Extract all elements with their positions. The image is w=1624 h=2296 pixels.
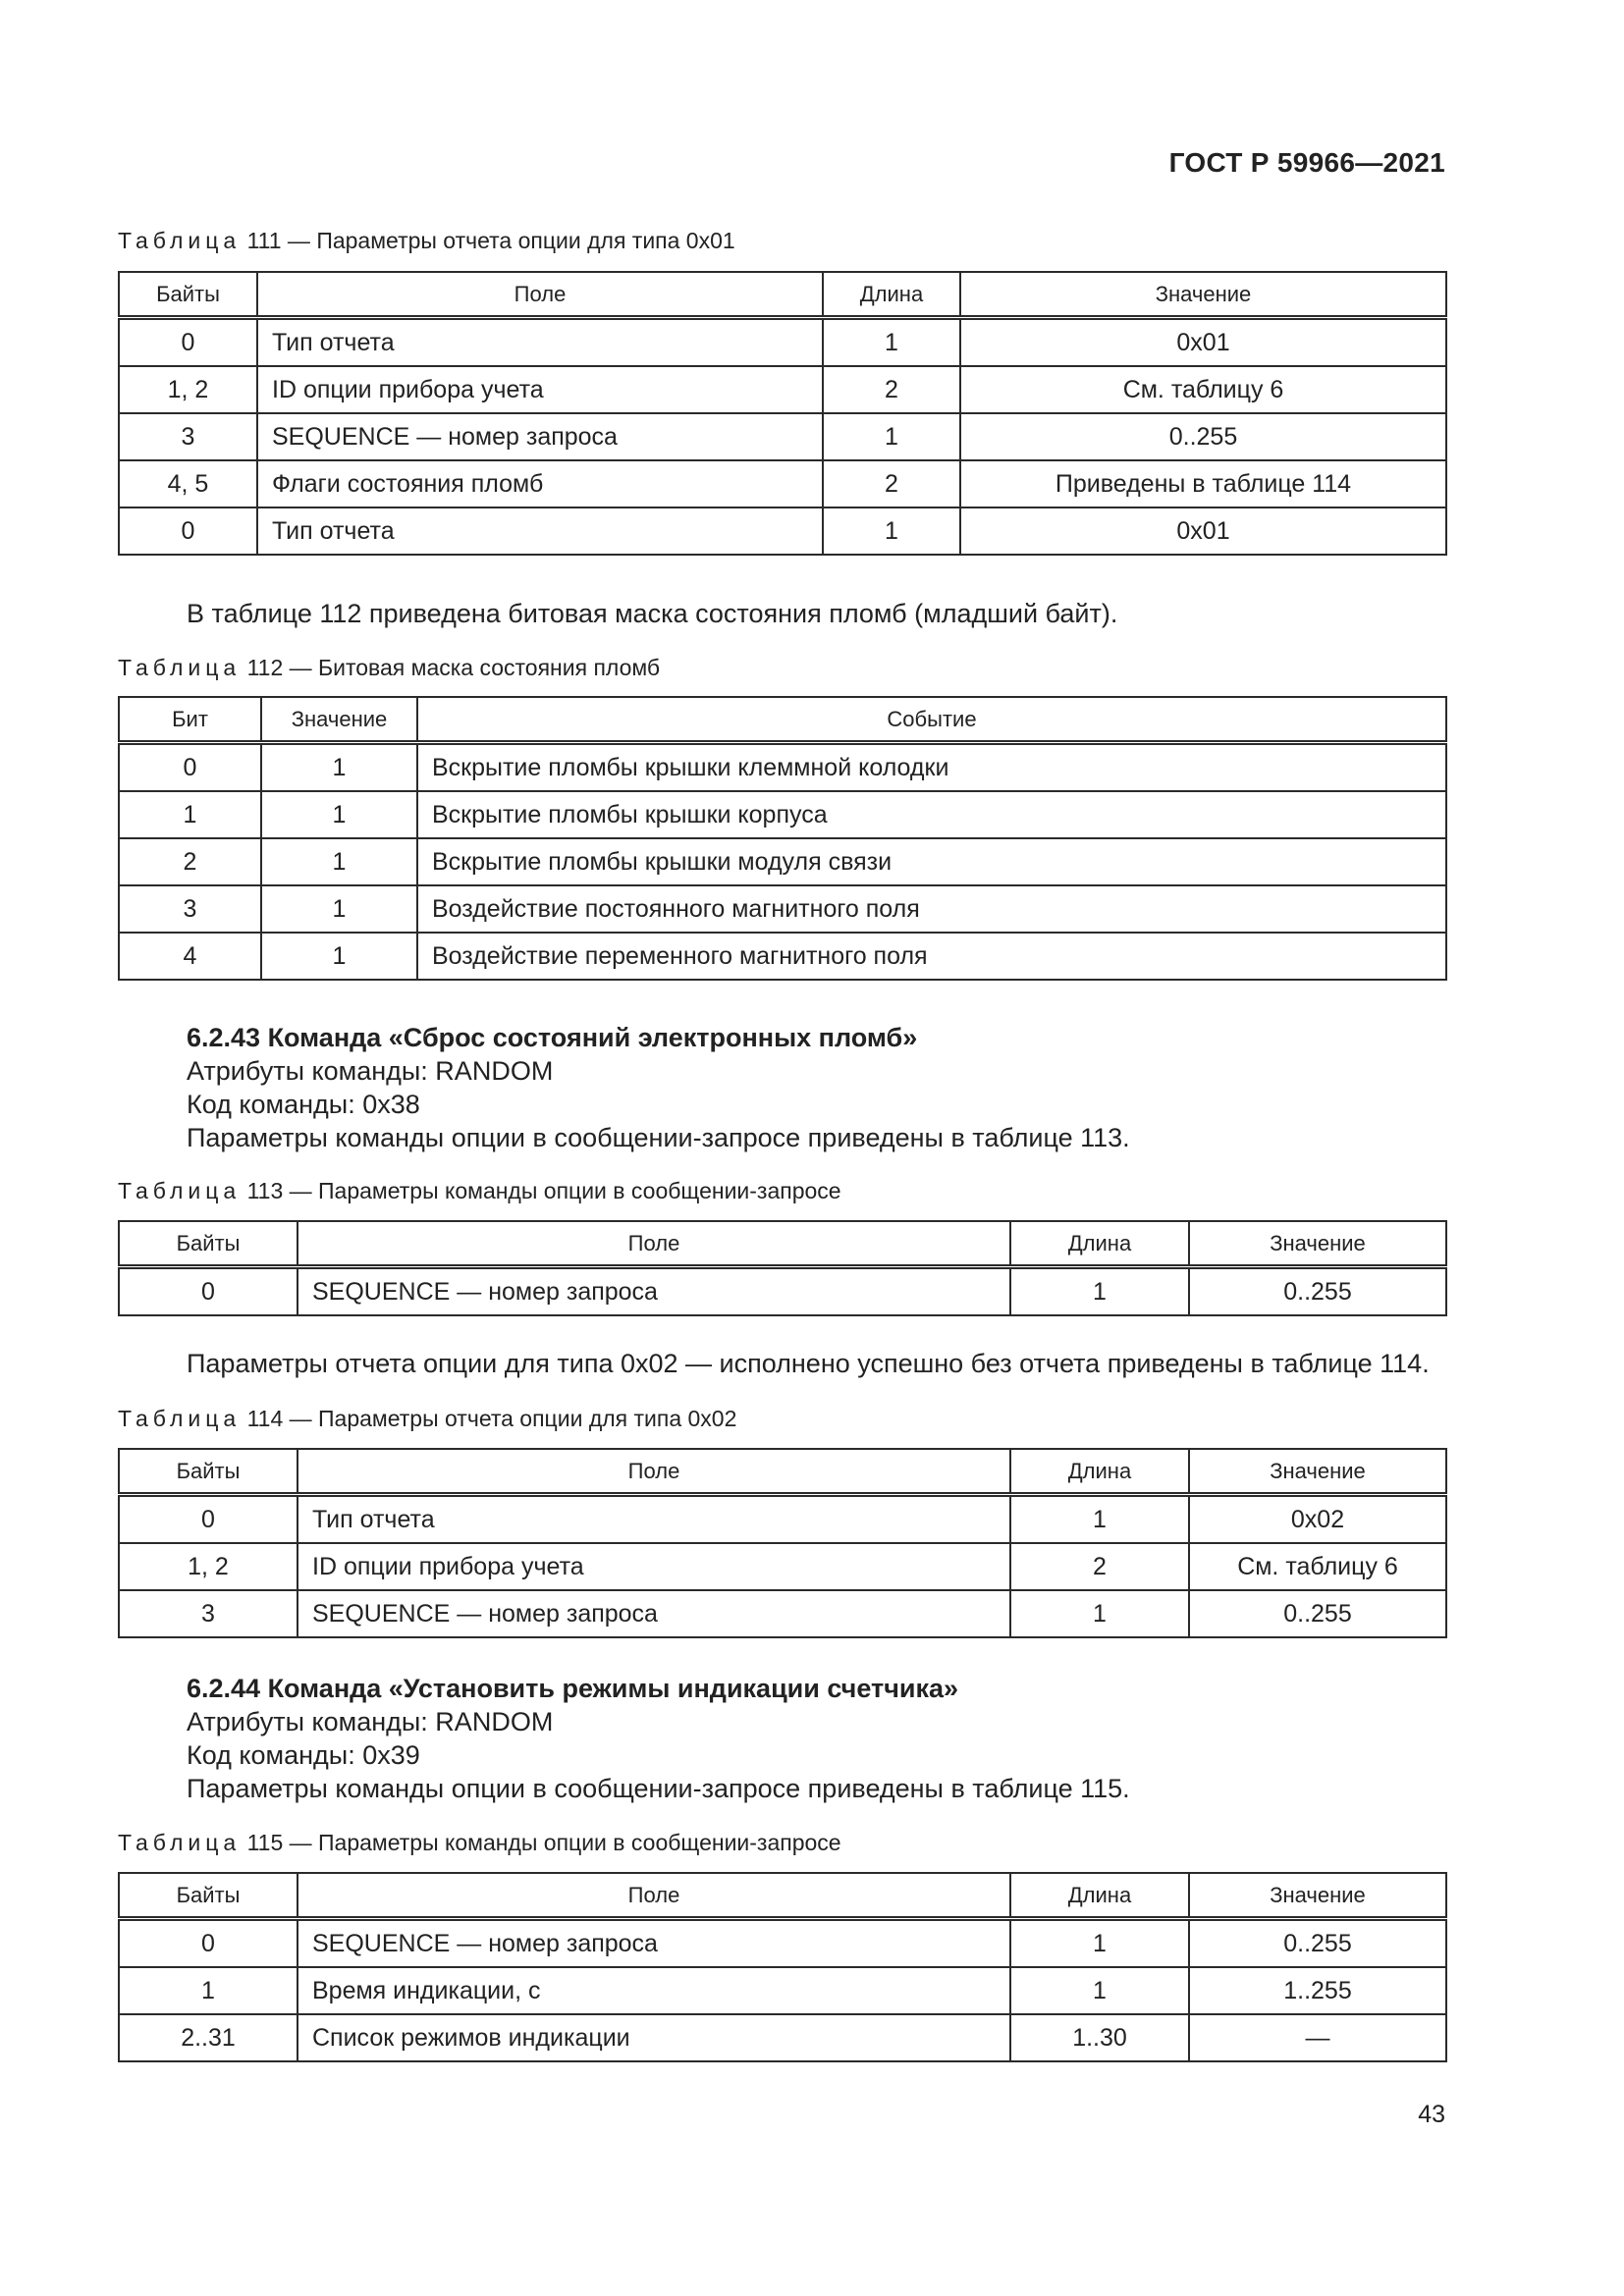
page-number: 43 <box>1418 2101 1445 2128</box>
table-cell: 1 <box>119 791 261 838</box>
table-cell: 1 <box>261 791 417 838</box>
table-cell: 0..255 <box>1189 1267 1446 1316</box>
column-header: Байты <box>119 1449 298 1495</box>
table-row <box>119 885 1446 933</box>
table-header-row <box>119 1221 1446 1267</box>
table-115-caption <box>118 1830 841 1856</box>
paragraph-table-112-intro: В таблице 112 приведена битовая маска состояния пломб (младший байт). <box>187 599 1118 628</box>
table-cell: SEQUENCE — номер запроса <box>298 1267 1010 1316</box>
column-header: Значение <box>1189 1449 1446 1495</box>
table-cell: 1 <box>823 507 960 555</box>
table-cell: Тип отчета <box>257 318 823 367</box>
table-cell: 0 <box>119 743 261 792</box>
column-header: Длина <box>823 272 960 318</box>
table-cell: 1 <box>823 318 960 367</box>
table-cell: 0 <box>119 1919 298 1968</box>
table-cell: 3 <box>119 413 257 460</box>
table-cell: 2 <box>823 460 960 507</box>
column-header: Поле <box>298 1221 1010 1267</box>
table-cell: См. таблицу 6 <box>960 366 1446 413</box>
column-header: Событие <box>417 697 1446 743</box>
section-6-2-43-heading: 6.2.43 Команда «Сброс состояний электронных пломб» <box>187 1023 918 1052</box>
section-6-2-44-heading: 6.2.44 Команда «Установить режимы индикации счетчика» <box>187 1674 959 1703</box>
table-row <box>119 2014 1446 2061</box>
section-6-2-43-params: Параметры команды опции в сообщении-запросе приведены в таблице 113. <box>187 1123 1130 1152</box>
table-cell: См. таблицу 6 <box>1189 1543 1446 1590</box>
table-cell: 1..255 <box>1189 1967 1446 2014</box>
caption-word: Таблица <box>118 655 242 680</box>
section-6-2-44-code: Код команды: 0x39 <box>187 1740 420 1770</box>
table-row <box>119 366 1446 413</box>
table-row <box>119 743 1446 792</box>
caption-text: 114 — Параметры отчета опции для типа 0x02 <box>246 1406 737 1431</box>
column-header: Байты <box>119 1873 298 1919</box>
table-cell: 0x02 <box>1189 1495 1446 1544</box>
table-cell: Тип отчета <box>298 1495 1010 1544</box>
caption-word: Таблица <box>118 1178 242 1203</box>
table-header-row <box>119 1873 1446 1919</box>
caption-word: Таблица <box>118 228 242 253</box>
column-header: Бит <box>119 697 261 743</box>
table-cell: — <box>1189 2014 1446 2061</box>
table-cell: 0 <box>119 318 257 367</box>
table-112-caption <box>118 655 660 681</box>
table-cell: 0 <box>119 1495 298 1544</box>
table-cell: 3 <box>119 885 261 933</box>
table-113-caption <box>118 1178 841 1204</box>
table-cell: 1 <box>823 413 960 460</box>
table-cell: 1, 2 <box>119 1543 298 1590</box>
caption-word: Таблица <box>118 1830 242 1855</box>
table-112 <box>118 696 1447 981</box>
table-row <box>119 460 1446 507</box>
table-row <box>119 413 1446 460</box>
table-cell: 0 <box>119 507 257 555</box>
column-header: Длина <box>1010 1873 1189 1919</box>
document-header: ГОСТ Р 59966—2021 <box>1168 147 1445 178</box>
table-114 <box>118 1448 1447 1638</box>
caption-text: 111 — Параметры отчета опции для типа 0x01 <box>246 228 735 253</box>
section-6-2-43-attributes: Атрибуты команды: RANDOM <box>187 1056 554 1086</box>
table-cell: SEQUENCE — номер запроса <box>257 413 823 460</box>
table-cell: 1 <box>1010 1967 1189 2014</box>
table-cell: 2 <box>1010 1543 1189 1590</box>
column-header: Поле <box>257 272 823 318</box>
column-header: Значение <box>960 272 1446 318</box>
table-cell: 0 <box>119 1267 298 1316</box>
table-115 <box>118 1872 1447 2062</box>
table-cell: 0..255 <box>1189 1919 1446 1968</box>
table-114-caption <box>118 1406 736 1432</box>
table-row <box>119 1919 1446 1968</box>
table-header-row <box>119 697 1446 743</box>
column-header: Поле <box>298 1873 1010 1919</box>
table-cell: 4, 5 <box>119 460 257 507</box>
table-cell: SEQUENCE — номер запроса <box>298 1590 1010 1637</box>
table-cell: Воздействие постоянного магнитного поля <box>417 885 1446 933</box>
table-cell: 1 <box>261 838 417 885</box>
table-cell: 1 <box>261 743 417 792</box>
caption-text: 112 — Битовая маска состояния пломб <box>246 655 661 680</box>
column-header: Значение <box>1189 1873 1446 1919</box>
table-111 <box>118 271 1447 556</box>
table-cell: Вскрытие пломбы крышки модуля связи <box>417 838 1446 885</box>
table-cell: Список режимов индикации <box>298 2014 1010 2061</box>
table-cell: 1 <box>261 933 417 980</box>
table-cell: 1 <box>261 885 417 933</box>
table-row <box>119 1967 1446 2014</box>
section-6-2-44-attributes: Атрибуты команды: RANDOM <box>187 1707 554 1736</box>
table-cell: 1, 2 <box>119 366 257 413</box>
table-row <box>119 507 1446 555</box>
table-cell: 2..31 <box>119 2014 298 2061</box>
caption-text: 115 — Параметры команды опции в сообщении-запросе <box>246 1830 841 1855</box>
table-cell: 2 <box>119 838 261 885</box>
table-cell: 2 <box>823 366 960 413</box>
table-cell: 1 <box>1010 1919 1189 1968</box>
section-6-2-43-code: Код команды: 0x38 <box>187 1090 420 1119</box>
table-header-row <box>119 272 1446 318</box>
column-header: Длина <box>1010 1449 1189 1495</box>
table-cell: ID опции прибора учета <box>257 366 823 413</box>
table-cell: 4 <box>119 933 261 980</box>
table-cell: 1 <box>1010 1495 1189 1544</box>
section-6-2-44-params: Параметры команды опции в сообщении-запросе приведены в таблице 115. <box>187 1774 1130 1803</box>
table-cell: 0..255 <box>960 413 1446 460</box>
table-cell: Вскрытие пломбы крышки клеммной колодки <box>417 743 1446 792</box>
table-cell: Тип отчета <box>257 507 823 555</box>
table-cell: 1 <box>1010 1590 1189 1637</box>
table-row <box>119 933 1446 980</box>
table-row <box>119 1543 1446 1590</box>
table-cell: SEQUENCE — номер запроса <box>298 1919 1010 1968</box>
table-cell: 0x01 <box>960 507 1446 555</box>
table-113 <box>118 1220 1447 1316</box>
table-cell: 1 <box>119 1967 298 2014</box>
table-row <box>119 838 1446 885</box>
caption-word: Таблица <box>118 1406 242 1431</box>
table-cell: 3 <box>119 1590 298 1637</box>
table-cell: 1..30 <box>1010 2014 1189 2061</box>
caption-text: 113 — Параметры команды опции в сообщении-запросе <box>246 1178 841 1203</box>
table-row <box>119 791 1446 838</box>
column-header: Поле <box>298 1449 1010 1495</box>
table-cell: ID опции прибора учета <box>298 1543 1010 1590</box>
column-header: Длина <box>1010 1221 1189 1267</box>
column-header: Байты <box>119 1221 298 1267</box>
paragraph-table-114-intro: Параметры отчета опции для типа 0x02 — исполнено успешно без отчета приведены в таблице 114. <box>187 1349 1430 1378</box>
table-cell: 0x01 <box>960 318 1446 367</box>
table-cell: Воздействие переменного магнитного поля <box>417 933 1446 980</box>
table-row <box>119 1590 1446 1637</box>
table-row <box>119 1495 1446 1544</box>
table-cell: Флаги состояния пломб <box>257 460 823 507</box>
table-row <box>119 318 1446 367</box>
table-cell: 0..255 <box>1189 1590 1446 1637</box>
table-header-row <box>119 1449 1446 1495</box>
table-cell: Вскрытие пломбы крышки корпуса <box>417 791 1446 838</box>
table-cell: 1 <box>1010 1267 1189 1316</box>
table-cell: Приведены в таблице 114 <box>960 460 1446 507</box>
table-111-caption <box>118 228 735 254</box>
column-header: Значение <box>1189 1221 1446 1267</box>
column-header: Байты <box>119 272 257 318</box>
table-cell: Время индикации, с <box>298 1967 1010 2014</box>
column-header: Значение <box>261 697 417 743</box>
table-row <box>119 1267 1446 1316</box>
